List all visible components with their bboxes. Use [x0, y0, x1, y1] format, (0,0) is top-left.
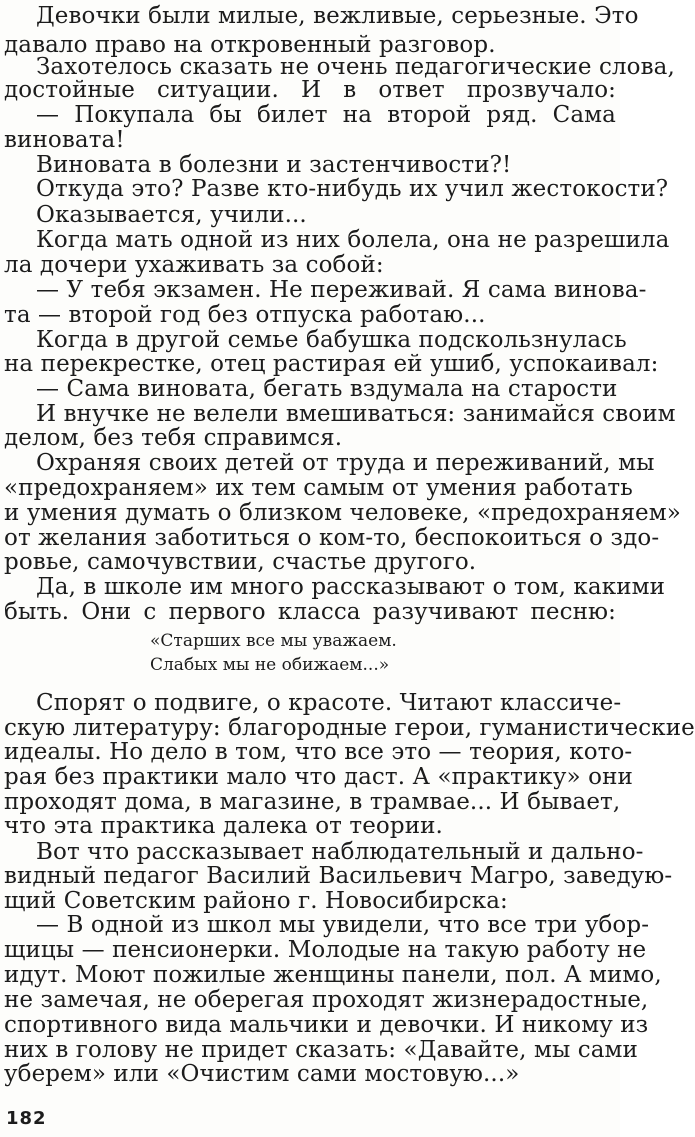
page-number: 182: [6, 1108, 47, 1129]
text-line: — У тебя экзамен. Не переживай. Я сама винова-: [36, 277, 647, 303]
text-line: давало право на откровенный разговор.: [4, 32, 496, 58]
text-line: Да, в школе им много рассказывают о том, какими: [36, 574, 666, 600]
text-line: ровье, самочувствии, счастье другого.: [4, 549, 477, 575]
text-line: проходят дома, в магазине, в трамвае... И бывает,: [4, 789, 621, 815]
text-line: идеалы. Но дело в том, что все это — теория, кото-: [4, 739, 633, 765]
text-line: Когда в другой семье бабушка подскользнулась: [36, 327, 627, 353]
text-line: щий Советским районо г. Новосибирска:: [4, 888, 508, 914]
text-line: уберем» или «Очистим сами мостовую...»: [4, 1061, 520, 1087]
text-line: Оказывается, учили...: [36, 202, 307, 228]
text-line: идут. Моют пожилые женщины панели, пол. А мимо,: [4, 962, 662, 988]
text-line: спортивного вида мальчики и девочки. И никому из: [4, 1012, 649, 1038]
text-line: что эта практика далека от теории.: [4, 813, 443, 839]
text-line: них в голову не придет сказать: «Давайте, мы сами: [4, 1037, 638, 1063]
text-line: не замечая, не оберегая проходят жизнерадостные,: [4, 987, 649, 1013]
text-line: рая без практики мало что даст. А «практику» они: [4, 764, 633, 790]
text-line: Спорят о подвиге, о красоте. Читают классиче-: [36, 690, 622, 716]
text-line: щицы — пенсионерки. Молодые на такую работу не: [4, 937, 647, 963]
text-line: делом, без тебя справимся.: [4, 425, 343, 451]
text-line: скую литературу: благородные герои, гуманистические: [4, 715, 695, 741]
text-line: Откуда это? Разве кто-нибудь их учил жестокости?: [36, 176, 669, 202]
text-line: на перекрестке, отец растирая ей ушиб, успокаивал:: [4, 351, 659, 377]
poem-line: «Старших все мы уважаем.: [150, 631, 397, 651]
text-line: достойные ситуации. И в ответ прозвучало:: [4, 77, 616, 103]
text-line: быть. Они с первого класса разучивают песню:: [4, 599, 616, 625]
text-line: — Покупала бы билет на второй ряд. Сама: [36, 102, 616, 128]
text-line: виновата!: [4, 127, 125, 153]
text-line: Виновата в болезни и застенчивости?!: [36, 152, 512, 178]
text-line: Захотелось сказать не очень педагогические слова,: [36, 54, 675, 80]
text-line: Охраняя своих детей от труда и переживаний, мы: [36, 450, 655, 476]
text-line: «предохраняем» их тем самым от умения работать: [4, 475, 633, 501]
text-line: от желания заботиться о ком-то, беспокоиться о здо-: [4, 525, 660, 551]
text-line: — Сама виновата, бегать вздумала на старости: [36, 376, 618, 402]
text-line: Вот что рассказывает наблюдательный и дально-: [36, 839, 644, 865]
text-line: видный педагог Василий Васильевич Магро, заведую-: [4, 863, 673, 889]
text-line: Когда мать одной из них болела, она не разрешила: [36, 227, 670, 253]
text-line: Девочки были милые, вежливые, серьезные. Это: [36, 3, 639, 29]
text-line: ла дочери ухаживать за собой:: [4, 252, 384, 278]
poem-line: Слабых мы не обижаем...»: [150, 655, 390, 675]
text-line: — В одной из школ мы увидели, что все три убор-: [36, 912, 650, 938]
text-line: та — второй год без отпуска работаю...: [4, 302, 486, 328]
text-line: и умения думать о близком человеке, «предохраняем»: [4, 500, 681, 526]
text-line: И внучке не велели вмешиваться: занимайся своим: [36, 401, 676, 427]
